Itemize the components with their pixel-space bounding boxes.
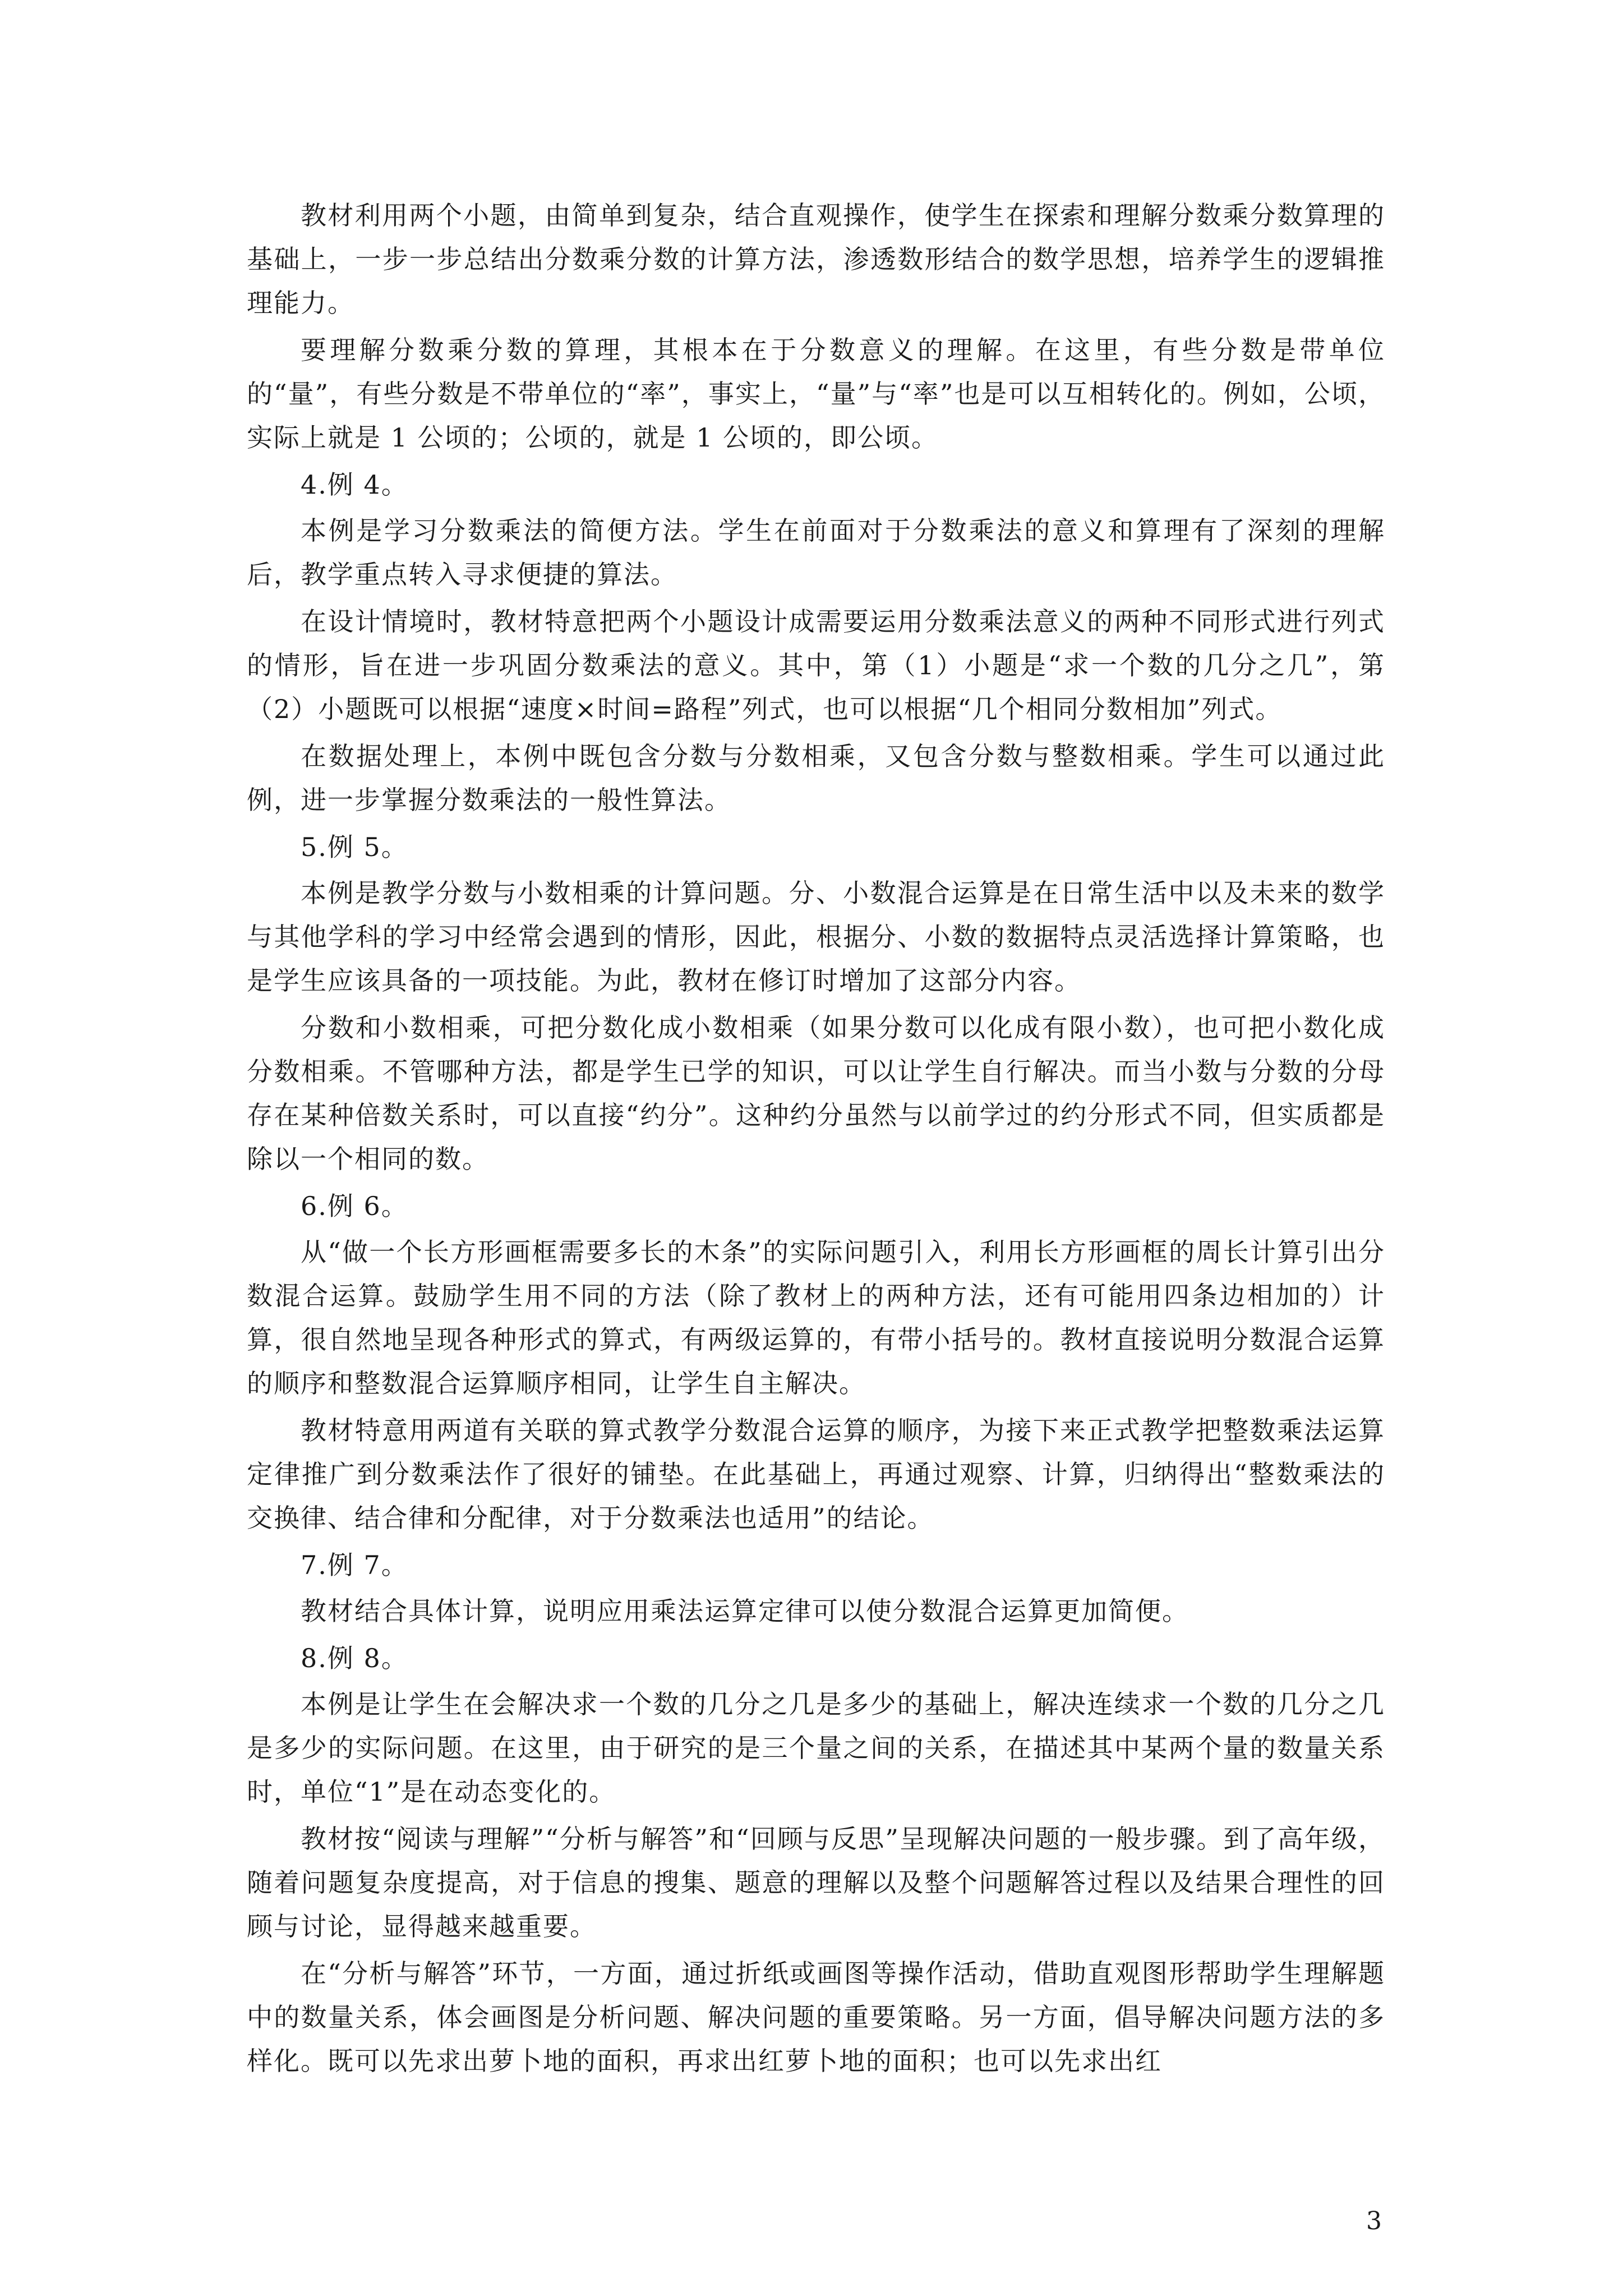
section-heading: 4.例 4。 xyxy=(301,470,408,500)
paragraph: 在设计情境时，教材特意把两个小题设计成需要运用分数乘法意义的两种不同形式进行列式的情形，旨在进一步巩固分数乘法的意义。其中，第（1）小题是“求一个数的几分之几”，第（2）小题既可以根据“速度×时间=路程”列式，也可以根据“几个相同分数相加”列式。 xyxy=(247,606,1385,724)
section-heading: 8.例 8。 xyxy=(301,1643,408,1673)
paragraph: 在数据处理上，本例中既包含分数与分数相乘，又包含分数与整数相乘。学生可以通过此例，进一步掌握分数乘法的一般性算法。 xyxy=(247,741,1385,815)
page-number: 3 xyxy=(1366,2207,1382,2235)
paragraph: 要理解分数乘分数的算理，其根本在于分数意义的理解。在这里，有些分数是带单位的“量”，有些分数是不带单位的“率”，事实上，“量”与“率”也是可以互相转化的。例如，公顷，实际上就是 1 公顷的；公顷的，就是 1 公顷的，即公顷。 xyxy=(247,335,1385,453)
paragraph: 本例是学习分数乘法的简便方法。学生在前面对于分数乘法的意义和算理有了深刻的理解后，教学重点转入寻求便捷的算法。 xyxy=(247,516,1385,590)
document-body xyxy=(247,194,1385,2086)
paragraph: 在“分析与解答”环节，一方面，通过折纸或画图等操作活动，借助直观图形帮助学生理解题中的数量关系，体会画图是分析问题、解决问题的重要策略。另一方面，倡导解决问题方法的多样化。既可以先求出萝卜地的面积，再求出红萝卜地的面积；也可以先求出红 xyxy=(247,1958,1385,2076)
paragraph: 从“做一个长方形画框需要多长的木条”的实际问题引入，利用长方形画框的周长计算引出分数混合运算。鼓励学生用不同的方法（除了教材上的两种方法，还有可能用四条边相加的）计算，很自然地呈现各种形式的算式，有两级运算的，有带小括号的。教材直接说明分数混合运算的顺序和整数混合运算顺序相同，让学生自主解决。 xyxy=(247,1237,1385,1398)
paragraph: 教材结合具体计算，说明应用乘法运算定律可以使分数混合运算更加简便。 xyxy=(301,1596,1189,1626)
paragraph: 本例是让学生在会解决求一个数的几分之几是多少的基础上，解决连续求一个数的几分之几是多少的实际问题。在这里，由于研究的是三个量之间的关系，在描述其中某两个量的数量关系时，单位“1”是在动态变化的。 xyxy=(247,1689,1385,1807)
paragraph: 教材特意用两道有关联的算式教学分数混合运算的顺序，为接下来正式教学把整数乘法运算定律推广到分数乘法作了很好的铺垫。在此基础上，再通过观察、计算，归纳得出“整数乘法的交换律、结合律和分配律，对于分数乘法也适用”的结论。 xyxy=(247,1415,1385,1533)
section-heading: 5.例 5。 xyxy=(301,832,408,862)
paragraph: 教材利用两个小题，由简单到复杂，结合直观操作，使学生在探索和理解分数乘分数算理的基础上，一步一步总结出分数乘分数的计算方法，渗透数形结合的数学思想，培养学生的逻辑推理能力。 xyxy=(247,200,1385,318)
section-heading: 6.例 6。 xyxy=(301,1191,408,1221)
paragraph: 教材按“阅读与理解”“分析与解答”和“回顾与反思”呈现解决问题的一般步骤。到了高年级，随着问题复杂度提高，对于信息的搜集、题意的理解以及整个问题解答过程以及结果合理性的回顾与讨论，显得越来越重要。 xyxy=(247,1824,1385,1941)
paragraph: 分数和小数相乘，可把分数化成小数相乘（如果分数可以化成有限小数），也可把小数化成分数相乘。不管哪种方法，都是学生已学的知识，可以让学生自行解决。而当小数与分数的分母存在某种倍数关系时，可以直接“约分”。这种约分虽然与以前学过的约分形式不同，但实质都是除以一个相同的数。 xyxy=(247,1013,1385,1174)
section-heading: 7.例 7。 xyxy=(301,1550,408,1580)
paragraph: 本例是教学分数与小数相乘的计算问题。分、小数混合运算是在日常生活中以及未来的数学与其他学科的学习中经常会遇到的情形，因此，根据分、小数的数据特点灵活选择计算策略，也是学生应该具备的一项技能。为此，教材在修订时增加了这部分内容。 xyxy=(247,878,1385,996)
